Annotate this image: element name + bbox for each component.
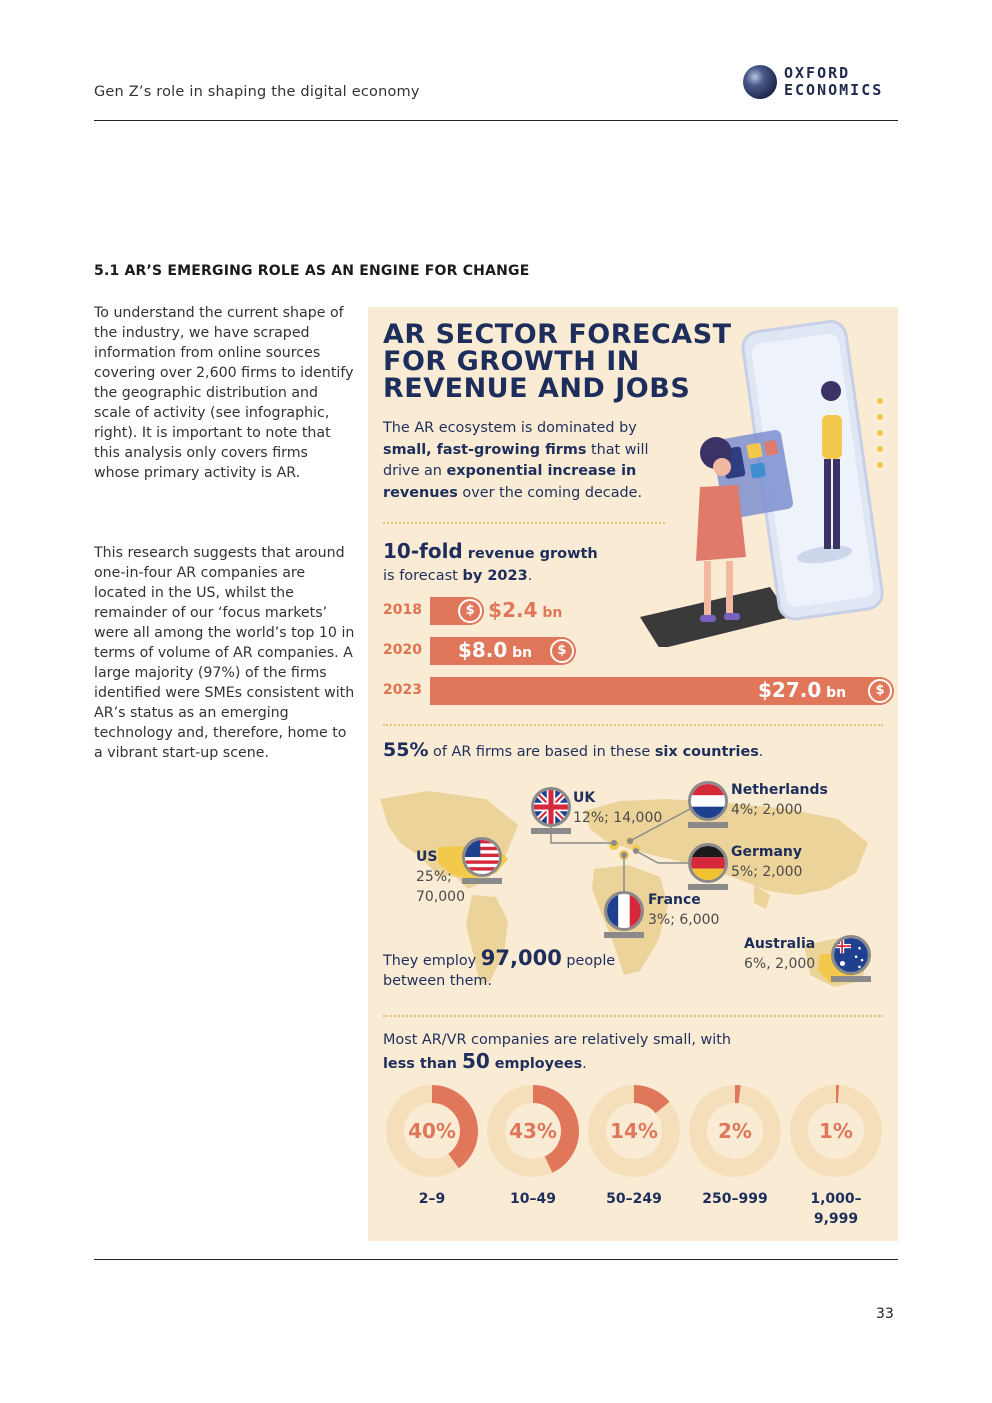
infographic-panel xyxy=(368,307,898,1241)
bar-year-label: 2018 xyxy=(383,602,422,618)
body-paragraph-2: This research suggests that around one-in-four AR companies are located in the US, whilst the remainder of our ‘focus markets’ were all among the world’s top 10 in terms of volume of AR companies. A large majority (97%) of the firms identified were SMEs consistent with AR’s status as an emerging technology and, therefore, home to a vibrant start-up scene. xyxy=(94,545,355,761)
infographic-title: AR SECTOR FORECAST FOR GROWTH IN REVENUE AND JOBS xyxy=(383,319,732,404)
donut-percent-label: 2% xyxy=(718,1119,752,1143)
germany-flag-icon xyxy=(688,843,728,883)
logo-line-1: OXFORD xyxy=(784,64,851,82)
dotted-divider xyxy=(383,522,665,524)
page-number: 33 xyxy=(876,1306,894,1322)
dollar-coin-icon: $ xyxy=(550,639,574,663)
six-countries-heading: 55% of AR firms are based in these six countries. xyxy=(383,739,764,761)
donut-ring xyxy=(788,1083,884,1179)
employment-statement: They employ 97,000 people between them. xyxy=(383,946,616,989)
logo-line-2: ECONOMICS xyxy=(784,81,884,99)
company-size-note: Most AR/VR companies are relatively small, with less than 50 employees. xyxy=(383,1032,732,1073)
country-netherlands: Netherlands 4%; 2,000 xyxy=(731,782,828,818)
revenue-bar-value: $8.0 bn xyxy=(457,638,533,662)
bar-year-label: 2020 xyxy=(383,642,422,658)
donut-percent-label: 43% xyxy=(509,1119,557,1143)
dollar-coin-icon: $ xyxy=(868,679,892,703)
section-title: 5.1 AR’S EMERGING ROLE AS AN ENGINE FOR CHANGE xyxy=(94,263,530,279)
donut-percent-label: 1% xyxy=(819,1119,853,1143)
dotted-divider xyxy=(383,724,883,726)
oxford-economics-logo xyxy=(742,64,883,100)
country-uk: UK 12%; 14,000 xyxy=(573,790,663,826)
donut-chart xyxy=(687,1083,783,1209)
running-header: Gen Z’s role in shaping the digital economy xyxy=(94,84,420,100)
bar-year-label: 2023 xyxy=(383,682,422,698)
country-france: France 3%; 6,000 xyxy=(648,892,720,928)
body-paragraph-1: To understand the current shape of the industry, we have scraped information from online sources covering over 2,600 firms to identify the geographic distribution and scale of activity (see infographic, right). It is important to note that this analysis only covers firms whose primary activity is AR. xyxy=(94,305,354,481)
dotted-divider xyxy=(383,1015,883,1017)
donut-ring xyxy=(687,1083,783,1179)
revenue-bar-value: $27.0 bn xyxy=(758,678,847,702)
rating-stars-icon xyxy=(877,398,883,468)
donut-ring xyxy=(485,1083,581,1179)
country-australia: Australia 6%, 2,000 xyxy=(744,936,816,972)
globe-logo-icon xyxy=(742,64,778,100)
donut-chart xyxy=(788,1083,884,1229)
donut-ring xyxy=(586,1083,682,1179)
donut-category-label: 250–999 xyxy=(702,1191,768,1207)
donut-category-label: 2–9 xyxy=(418,1191,446,1207)
country-us: US 25%; 70,000 xyxy=(416,849,465,905)
donut-percent-label: 40% xyxy=(408,1119,456,1143)
footer-divider xyxy=(94,1259,898,1260)
country-germany: Germany 5%; 2,000 xyxy=(731,844,803,880)
netherlands-flag-icon xyxy=(688,781,728,821)
revenue-bar-value: $2.4 bn xyxy=(488,598,563,622)
header-divider xyxy=(94,120,898,121)
dollar-coin-icon: $ xyxy=(458,599,482,623)
donut-chart xyxy=(586,1083,682,1209)
donut-category-label: 1,000– 9,999 xyxy=(810,1191,862,1227)
australia-flag-icon xyxy=(831,935,871,975)
growth-heading: 10-fold revenue growth is forecast by 2023. xyxy=(383,539,598,584)
infographic-intro: The AR ecosystem is dominated by small, fast-growing firms that will drive an exponential increase in revenues over the coming decade. xyxy=(383,420,649,501)
donut-category-label: 10–49 xyxy=(510,1191,556,1207)
donut-category-label: 50–249 xyxy=(606,1191,662,1207)
donut-ring xyxy=(384,1083,480,1179)
uk-flag-icon xyxy=(531,787,571,827)
france-flag-icon xyxy=(604,891,644,931)
us-flag-icon xyxy=(462,837,502,877)
donut-chart xyxy=(384,1083,480,1209)
donut-percent-label: 14% xyxy=(610,1119,658,1143)
donut-chart xyxy=(485,1083,581,1209)
